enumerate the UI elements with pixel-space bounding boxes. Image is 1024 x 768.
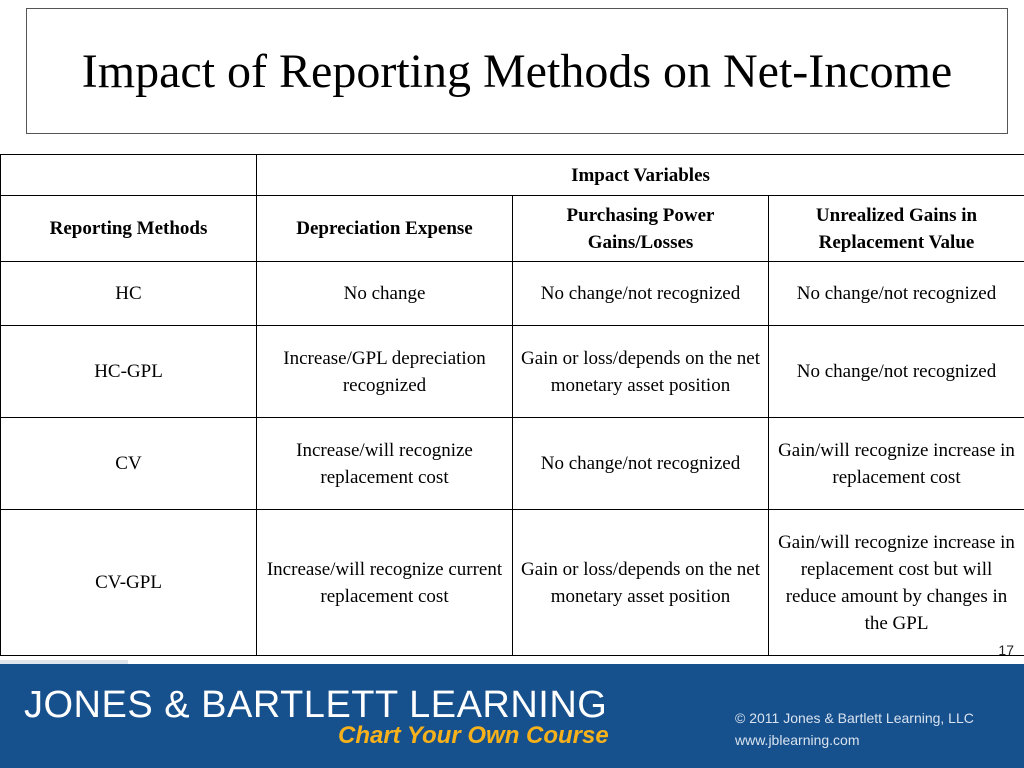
table-cell: No change/not recognized	[769, 262, 1024, 326]
publisher-tagline: Chart Your Own Course	[338, 722, 609, 749]
publisher-logo-text: JONES & BARTLETT LEARNING	[24, 684, 608, 726]
table-row	[1, 326, 1024, 418]
table-cell: Increase/will recognize current replacement cost	[257, 510, 513, 656]
column-header: Reporting Methods	[1, 196, 257, 262]
slide-title: Impact of Reporting Methods on Net-Income	[81, 44, 953, 98]
table-header-row	[1, 196, 1024, 262]
table-cell: No change/not recognized	[769, 326, 1024, 418]
column-header: Unrealized Gains in Replacement Value	[769, 196, 1024, 262]
page-number: 17	[998, 642, 1014, 658]
table-row	[1, 510, 1024, 656]
publisher-url: www.jblearning.com	[735, 732, 860, 748]
table-cell: HC-GPL	[1, 326, 257, 418]
table-cell: Increase/GPL depreciation recognized	[257, 326, 513, 418]
table-group-header-row	[1, 155, 1024, 196]
table-cell: CV-GPL	[1, 510, 257, 656]
column-header: Depreciation Expense	[257, 196, 513, 262]
table-cell: Gain or loss/depends on the net monetary asset position	[513, 510, 769, 656]
table-cell: HC	[1, 262, 257, 326]
copyright-notice: © 2011 Jones & Bartlett Learning, LLC	[735, 710, 974, 726]
table-corner-cell	[1, 155, 257, 196]
table-cell: No change/not recognized	[513, 262, 769, 326]
column-header: Purchasing Power Gains/Losses	[513, 196, 769, 262]
table-row	[1, 418, 1024, 510]
table-cell: No change	[257, 262, 513, 326]
table-cell: Gain/will recognize increase in replacement cost	[769, 418, 1024, 510]
table-cell: Gain or loss/depends on the net monetary asset position	[513, 326, 769, 418]
table-row	[1, 262, 1024, 326]
table-group-header: Impact Variables	[257, 155, 1024, 196]
table-cell: CV	[1, 418, 257, 510]
table-cell: No change/not recognized	[513, 418, 769, 510]
slide-title-box	[26, 8, 1008, 134]
impact-table	[0, 154, 1024, 656]
table-cell: Increase/will recognize replacement cost	[257, 418, 513, 510]
table-cell: Gain/will recognize increase in replacement cost but will reduce amount by changes in the GPL	[769, 510, 1024, 656]
